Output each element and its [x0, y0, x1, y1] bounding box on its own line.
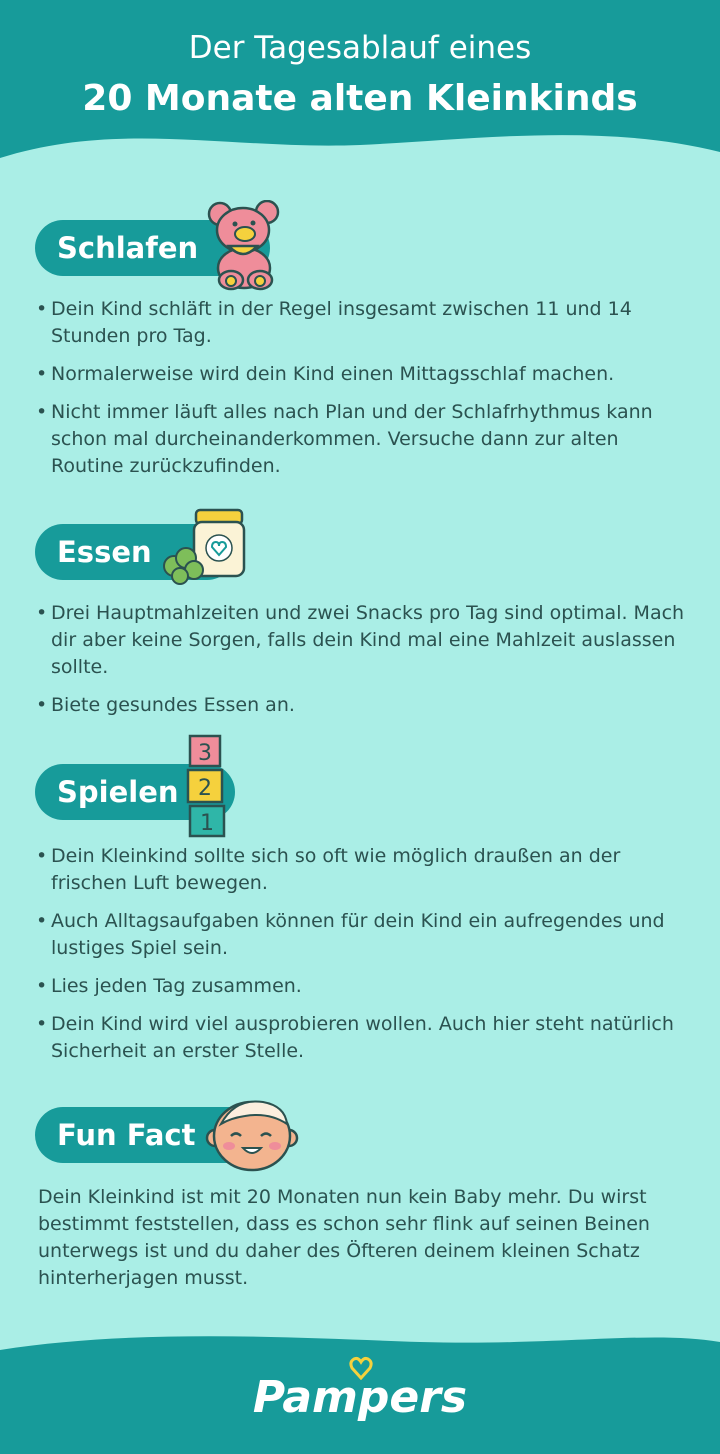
baby-face-icon [205, 1094, 299, 1178]
list-item: • Drei Hauptmahlzeiten und zwei Snacks pro Tag sind optimal. Mach dir aber keine Sorgen, falls dein Kind mal eine Mahlzeit auslassen sollte. [36, 600, 686, 681]
list-item: • Lies jeden Tag zusammen. [36, 973, 686, 1000]
block-number-1: 1 [200, 811, 214, 836]
list-item: • Auch Alltagsaufgaben können für dein Kind ein aufregendes und lustiges Spiel sein. [36, 908, 686, 962]
page-title-line1: Der Tagesablauf eines [188, 30, 532, 66]
list-item: • Dein Kleinkind sollte sich so oft wie möglich draußen an der frischen Luft bewegen. [36, 843, 686, 897]
section-heading-spielen: Spielen [35, 764, 235, 820]
page-title-line2: 20 Monate alten Kleinkinds [82, 78, 638, 119]
schlafen-bullet-list [36, 296, 686, 491]
section-heading-schlafen: Schlafen [35, 220, 270, 276]
list-item: • Biete gesundes Essen an. [36, 692, 686, 719]
section-heading-funfact: Fun Fact [35, 1107, 280, 1163]
teddy-bear-icon [205, 200, 285, 296]
list-item: • Nicht immer läuft alles nach Plan und der Schlafrhythmus kann schon mal durcheinanderkommen. Versuche dann zur alten Routine zurückzufinden. [36, 399, 686, 480]
block-number-3: 3 [198, 741, 212, 766]
baby-food-jar-icon [160, 506, 250, 590]
list-item: • Normalerweise wird dein Kind einen Mittagsschlaf machen. [36, 361, 686, 388]
section-heading-essen: Essen [35, 524, 235, 580]
spielen-bullet-list [36, 843, 686, 1076]
funfact-text: Dein Kleinkind ist mit 20 Monaten nun kein Baby mehr. Du wirst bestimmt feststellen, dass es schon sehr flink auf seinen Beinen unterwegs ist und du daher des Öfteren deinem kleinen Schatz hinterherjagen musst. [38, 1186, 650, 1289]
toy-blocks-icon [182, 732, 234, 844]
essen-bullet-list [36, 600, 686, 730]
list-item: • Dein Kind wird viel ausprobieren wollen. Auch hier steht natürlich Sicherheit an erster Stelle. [36, 1011, 686, 1065]
header-banner [0, 0, 720, 180]
block-number-2: 2 [198, 776, 212, 801]
pampers-logo[interactable]: Pampers [252, 1372, 468, 1423]
list-item: • Dein Kind schläft in der Regel insgesamt zwischen 11 und 14 Stunden pro Tag. [36, 296, 686, 350]
